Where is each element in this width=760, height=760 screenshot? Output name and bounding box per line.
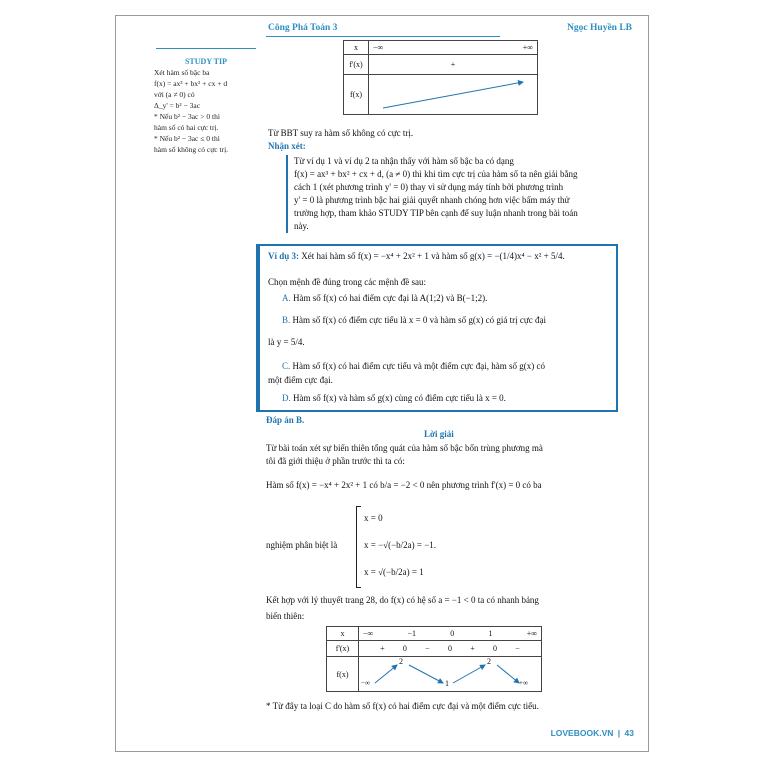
example-prompt: Chọn mệnh đề đúng trong các mệnh đề sau:: [268, 277, 426, 287]
t2-fp-val: 0: [402, 644, 407, 653]
t2-x-val: +∞: [526, 629, 537, 638]
t1-x-row: [369, 41, 538, 55]
note-title: Nhận xét:: [268, 141, 306, 151]
t2-f-val: +∞: [519, 679, 528, 687]
t2-fp-row: [359, 641, 542, 657]
study-tip-line: với (a ≠ 0) có: [154, 90, 195, 99]
footer: LOVEBOOK.VN | 43: [550, 728, 634, 738]
t2-x-val: −1: [407, 629, 416, 638]
t2-fp-label: f'(x): [327, 641, 359, 657]
option-key: B.: [282, 315, 291, 325]
solution-line-3: Hàm số f(x) = −x⁴ + 2x² + 1 có b/a = −2 < 0 nên phương trình f'(x) = 0 có ba: [266, 480, 542, 490]
option-key: A.: [282, 293, 291, 303]
note-body: [286, 155, 624, 233]
answer: Đáp án B.: [266, 415, 305, 425]
option-c: [282, 360, 608, 373]
note-line: này.: [294, 221, 309, 231]
header-rule: [266, 36, 500, 37]
solution-line-6: biến thiên:: [266, 611, 305, 621]
study-tip-line: hàm số không có cực trị.: [154, 145, 229, 154]
t2-x-row: [359, 627, 542, 641]
option-text: Hàm số f(x) và hàm số g(x) cùng có điểm cực tiểu là x = 0.: [293, 393, 506, 403]
study-tip-title: STUDY TIP: [184, 57, 227, 66]
note-line: f(x) = ax³ + bx² + cx + d, (a ≠ 0) thì khi tìm cực trị của hàm số ta nên giải bằng: [294, 169, 578, 179]
t1-fp-label: f'(x): [344, 55, 369, 75]
solution-title: Lời giải: [424, 429, 454, 439]
t2-x-val: 0: [450, 629, 455, 638]
root-1: x = 0: [364, 513, 383, 523]
t2-f-val: 2: [399, 657, 403, 666]
option-key: C.: [282, 361, 291, 371]
t2-f-val: −∞: [361, 679, 370, 687]
variation-table-2: [326, 626, 542, 692]
solution-line: Từ bài toán xét sự biến thiên tổng quát của hàm số bậc bốn trùng phương mà: [266, 443, 543, 453]
t2-f-val: 1: [445, 679, 449, 688]
study-tip-line: Δ_y' = b² − 3ac: [154, 101, 201, 110]
increasing-arrow-icon: [373, 76, 533, 112]
example-box: [256, 244, 618, 412]
option-b: [282, 314, 608, 327]
option-key: D.: [282, 393, 291, 403]
study-tip-line: f(x) = ax³ + bx² + cx + d: [154, 79, 228, 88]
t2-fp-val: +: [380, 644, 385, 653]
solution-body: [266, 442, 616, 468]
roots-prefix: nghiệm phân biệt là: [266, 540, 338, 550]
footer-site: LOVEBOOK.VN: [550, 728, 614, 738]
note-line: cách 1 (xét phương trình y' = 0) thay vì sử dụng máy tính bởi phương trình: [294, 182, 564, 192]
study-tip-line: * Nếu b² − 3ac ≤ 0 thì: [154, 134, 220, 143]
t2-x-val: 1: [488, 629, 493, 638]
solution-line-5: Kết hợp với lý thuyết trang 28, do f(x) có hệ số a = −1 < 0 ta có nhanh bảng: [266, 595, 539, 605]
variation-table-1: [343, 40, 538, 115]
root-2: x = −√(−b/2a) = −1.: [364, 540, 437, 550]
bbt-conclusion: Từ BBT suy ra hàm số không có cực trị.: [268, 128, 414, 138]
study-tip: [154, 56, 258, 155]
t2-f-label: f(x): [327, 657, 359, 692]
t2-fp-val: −: [425, 644, 430, 653]
study-tip-line: hàm số có hai cực trị.: [154, 123, 219, 132]
option-text: Hàm số f(x) có hai điểm cực đại là A(1;2) và B(−1;2).: [293, 293, 488, 303]
t2-fp-val: −: [515, 644, 520, 653]
t2-x-val: −∞: [363, 629, 374, 638]
solution-line: tôi đã giới thiệu ở phần trước thì ta có:: [266, 456, 405, 466]
t2-f-val: 2: [487, 657, 491, 666]
option-b-cont: là y = 5/4.: [268, 337, 305, 347]
example-intro-line: [268, 250, 608, 263]
example-intro: Xét hai hàm số f(x) = −x⁴ + 2x² + 1 và hàm số g(x) = −(1/4)x⁴ − x² + 5/4.: [301, 251, 565, 261]
option-a: [282, 292, 608, 305]
t1-x-left: −∞: [373, 43, 384, 52]
option-text: Hàm số f(x) có hai điểm cực tiểu và một điểm cực đại, hàm số g(x) có: [292, 361, 545, 371]
t1-x-right: +∞: [522, 43, 533, 52]
roots-bracket: [356, 506, 361, 588]
variation-arrows-icon: [359, 657, 541, 691]
note-line: y' = 0 là phương trình bậc hai giải quyết nhanh chóng hơn việc bấm máy thử: [294, 195, 570, 205]
t1-f-label: f(x): [344, 75, 369, 115]
t1-x-label: x: [344, 41, 369, 55]
option-text: Hàm số f(x) có điểm cực tiểu là x = 0 và hàm số g(x) có giá trị cực đại: [292, 315, 547, 325]
option-d: [282, 392, 608, 405]
study-tip-line: Xét hàm số bậc ba: [154, 68, 210, 77]
note-line: Từ ví dụ 1 và ví dụ 2 ta nhận thấy với hàm số bậc ba có dạng: [294, 156, 514, 166]
root-3: x = √(−b/2a) = 1: [364, 567, 424, 577]
option-c-cont: một điểm cực đại.: [268, 375, 333, 385]
t1-fp-sign: +: [369, 55, 538, 75]
header-left: Công Phá Toán 3: [268, 23, 338, 33]
t2-f-row: [359, 657, 542, 692]
study-tip-line: * Nếu b² − 3ac > 0 thì: [154, 112, 220, 121]
conclusion: * Từ đây ta loại C do hàm số f(x) có hai điểm cực đại và một điểm cực tiểu.: [266, 701, 539, 711]
t1-f-row: [369, 75, 538, 115]
example-label: Ví dụ 3:: [268, 251, 300, 261]
note-line: trường hợp, tham khảo STUDY TIP bên cạnh để suy luận nhanh trong bài toán: [294, 208, 578, 218]
t2-fp-val: +: [470, 644, 475, 653]
t2-x-label: x: [327, 627, 359, 641]
footer-page: 43: [624, 728, 634, 738]
header-right: Ngọc Huyền LB: [567, 23, 632, 33]
t2-fp-val: 0: [447, 644, 452, 653]
sidebar-rule: [156, 48, 256, 49]
t2-fp-val: 0: [493, 644, 497, 653]
book-page: [115, 15, 649, 752]
